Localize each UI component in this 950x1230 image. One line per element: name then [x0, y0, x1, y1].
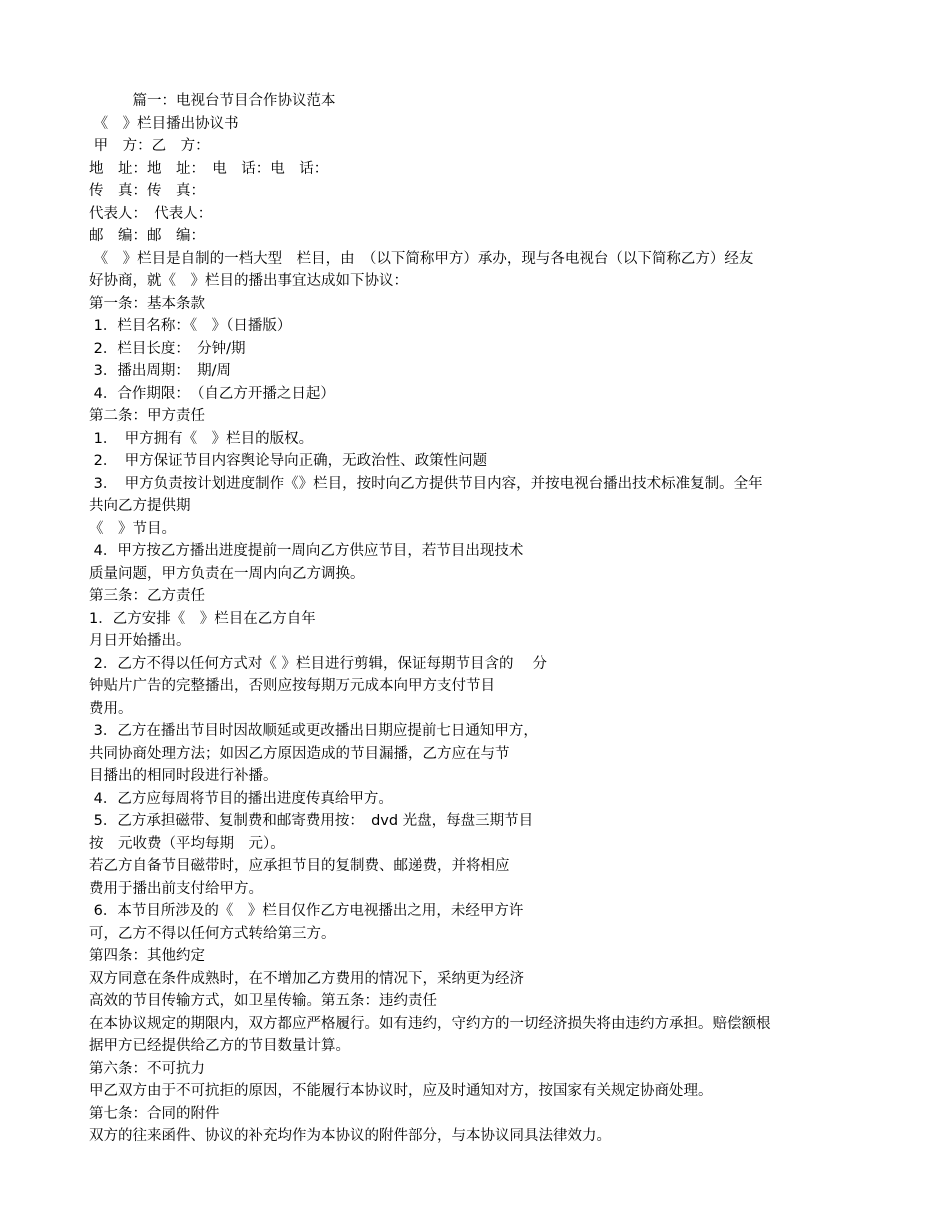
- document-line: 4．合作期限： （自乙方开播之日起）: [89, 385, 335, 402]
- document-line: 在本协议规定的期限内，双方都应严格履行。如有违约，守约方的一切经济损失将由违约方承担。赔偿额根: [89, 1015, 771, 1032]
- document-line: 传 真：传 真：: [89, 183, 205, 199]
- document-line: 质量问题，甲方负责在一周内向乙方调换。: [89, 565, 365, 582]
- document-line: 第四条：其他约定: [89, 948, 205, 964]
- document-line: 若乙方自备节目磁带时，应承担节目的复制费、邮递费，并将相应: [89, 858, 510, 874]
- document-line: 篇一：电视台节目合作协议范本: [89, 93, 336, 109]
- document-line: 4．乙方应每周将节目的播出进度传真给甲方。: [89, 790, 393, 807]
- document-line: 目播出的相同时段进行补播。: [89, 768, 278, 784]
- document-line: 第七条：合同的附件: [89, 1105, 220, 1122]
- document-line: 双方同意在条件成熟时，在不增加乙方费用的情况下，采纳更为经济: [89, 970, 524, 987]
- document-line: 共向乙方提供期: [89, 498, 191, 514]
- document-line: 第二条：甲方责任: [89, 408, 205, 424]
- document-line: 1．栏目名称：《 》（日播版）: [89, 318, 292, 334]
- document-body: [89, 90, 864, 1148]
- document-line: 4．甲方按乙方播出进度提前一周向乙方供应节目，若节目出现技术: [89, 543, 524, 559]
- document-line: 1．乙方安排《 》栏目在乙方自年: [89, 610, 316, 627]
- document-line: 6．本节目所涉及的《 》栏目仅作乙方电视播出之用，未经甲方许: [89, 903, 524, 919]
- document-line: 双方的往来函件、协议的补充均作为本协议的附件部分，与本协议同具法律效力。: [89, 1128, 611, 1144]
- document-line: 2．栏目长度： 分钟/期: [89, 340, 246, 357]
- document-line: 2．乙方不得以任何方式对《 》栏目进行剪辑，保证每期节目含的 分: [89, 655, 548, 672]
- document-line: 5．乙方承担磁带、复制费和邮寄费用按： dvd 光盘，每盘三期节目: [89, 813, 534, 829]
- document-line: 好协商，就《 》栏目的播出事宜达成如下协议：: [89, 273, 408, 289]
- document-line: 3． 甲方负责按计划进度制作《》栏目，按时向乙方提供节目内容，并按电视台播出技术标准复制。全年: [89, 475, 763, 492]
- document-line: 3．乙方在播出节目时因故顺延或更改播出日期应提前七日通知甲方，: [89, 723, 538, 739]
- document-line: 费用。: [89, 700, 133, 717]
- document-line: 共同协商处理方法；如因乙方原因造成的节目漏播，乙方应在与节: [89, 745, 510, 762]
- document-line: 月日开始播出。: [89, 633, 191, 649]
- document-line: 第三条：乙方责任: [89, 588, 205, 604]
- document-line: 《 》节目。: [89, 520, 176, 537]
- document-line: 据甲方已经提供给乙方的节目数量计算。: [89, 1038, 350, 1054]
- document-line: 2． 甲方保证节目内容舆论导向正确，无政治性、政策性问题: [89, 453, 488, 469]
- document-line: 第一条：基本条款: [89, 295, 205, 312]
- document-line: 第六条：不可抗力: [89, 1060, 205, 1077]
- document-line: 《 》栏目是自制的一档大型 栏目，由 （以下简称甲方）承办，现与各电视台（以下简称乙方）经友: [89, 250, 754, 267]
- document-line: 地 址：地 址： 电 话：电 话：: [89, 160, 329, 177]
- document-line: 3．播出周期： 期/周: [89, 363, 231, 379]
- document-line: 钟贴片广告的完整播出，否则应按每期万元成本向甲方支付节目: [89, 678, 495, 694]
- document-line: 费用于播出前支付给甲方。: [89, 880, 263, 897]
- document-line: 甲乙双方由于不可抗拒的原因，不能履行本协议时，应及时通知对方，按国家有关规定协商处理。: [89, 1083, 713, 1099]
- document-line: 高效的节目传输方式，如卫星传输。第五条：违约责任: [89, 993, 437, 1009]
- document-line: 甲 方：乙 方：: [89, 138, 210, 154]
- document-line: 可，乙方不得以任何方式转给第三方。: [89, 925, 336, 942]
- document-line: 代表人： 代表人：: [89, 205, 213, 222]
- document-line: 《 》栏目播出协议书: [89, 115, 239, 132]
- document-line: 1． 甲方拥有《 》栏目的版权。: [89, 430, 314, 447]
- document-line: 邮 编：邮 编：: [89, 228, 205, 244]
- document-line: 按 元收费（平均每期 元）。: [89, 835, 285, 852]
